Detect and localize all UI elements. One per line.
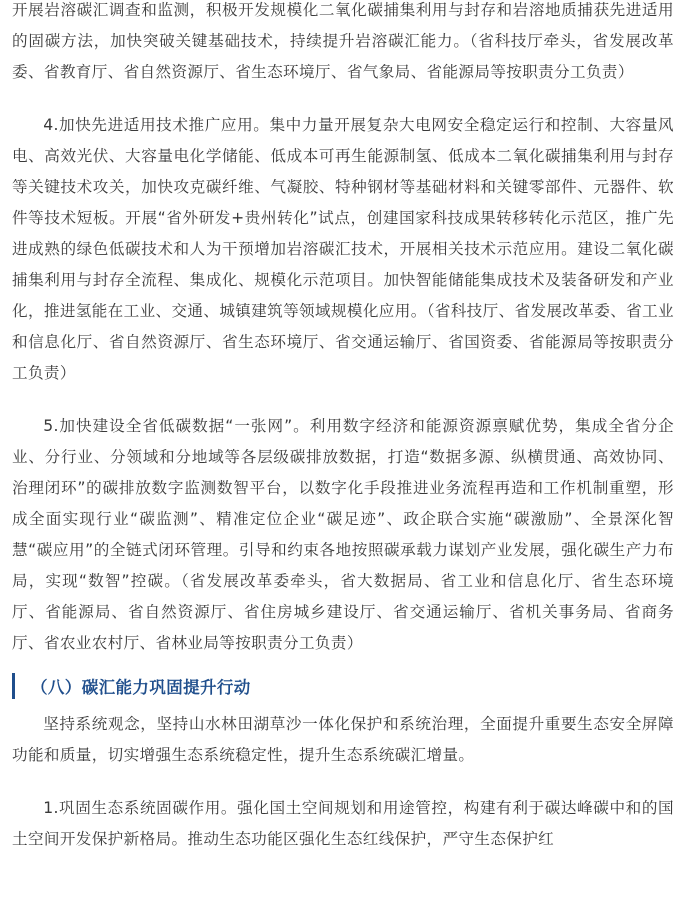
paragraph-gap	[12, 771, 674, 793]
paragraph-gap	[12, 701, 674, 709]
paragraph-carbon-sink-methods: 开展岩溶碳汇调查和监测，积极开发规模化二氧化碳捕集利用与封存和岩溶地质捕获先进适用的固碳方法，加快突破关键基础技术，持续提升岩溶碳汇能力。（省科技厅牵头，省发展改革委、省教育厅、省自然资源厅、省生态环境厅、省气象局、省能源局等按职责分工负责）	[12, 1, 674, 81]
paragraph-ecosystem-carbon-fixation: 1.巩固生态系统固碳作用。强化国土空间规划和用途管控，构建有利于碳达峰碳中和的国土空间开发保护新格局。推动生态功能区强化生态红线保护，严守生态保护红	[12, 799, 674, 848]
section-title: （八）碳汇能力巩固提升行动	[31, 678, 251, 697]
paragraph-technology-promotion: 4.加快先进适用技术推广应用。集中力量开展复杂大电网安全稳定运行和控制、大容量风电、高效光伏、大容量电化学储能、低成本可再生能源制氢、低成本二氧化碳捕集利用与封存等关键技术攻关，加快攻克碳纤维、气凝胶、特种钢材等基础材料和关键零部件、元器件、软件等技术短板。开展“省外研发+贵州转化”试点，创建国家科技成果转移转化示范区，推广先进成熟的绿色低碳技术和人为干预增加岩溶碳汇技术，开展相关技术示范应用。建设二氧化碳捕集利用与封存全流程、集成化、规模化示范项目。加快智能储能集成技术及装备研发和产业化，推进氢能在工业、交通、城镇建筑等领域规模化应用。（省科技厅、省发展改革委、省工业和信息化厅、省自然资源厅、省生态环境厅、省交通运输厅、省国资委、省能源局等按职责分工负责）	[12, 116, 674, 382]
paragraph-gap	[12, 88, 674, 110]
section-heading	[12, 671, 674, 701]
paragraph-gap	[12, 659, 674, 671]
paragraph-low-carbon-data-network: 5.加快建设全省低碳数据“一张网”。利用数字经济和能源资源禀赋优势，集成全省分企业、分行业、分领域和分地域等各层级碳排放数据，打造“数据多源、纵横贯通、高效协同、治理闭环”的碳排放数字监测数智平台，以数字化手段推进业务流程再造和工作机制重塑，形成全面实现行业“碳监测”、精准定位企业“碳足迹”、政企联合实施“碳激励”、全景深化智慧“碳应用”的全链式闭环管理。引导和约束各地按照碳承载力谋划产业发展，强化碳生产力布局，实现“数智”控碳。（省发展改革委牵头，省大数据局、省工业和信息化厅、省生态环境厅、省能源局、省自然资源厅、省住房城乡建设厅、省交通运输厅、省机关事务局、省商务厅、省农业农村厅、省林业局等按职责分工负责）	[12, 417, 674, 652]
paragraph-gap	[12, 389, 674, 411]
paragraph-system-concept: 坚持系统观念，坚持山水林田湖草沙一体化保护和系统治理，全面提升重要生态安全屏障功能和质量，切实增强生态系统稳定性，提升生态系统碳汇增量。	[12, 715, 674, 764]
section-heading-bar	[12, 673, 15, 699]
